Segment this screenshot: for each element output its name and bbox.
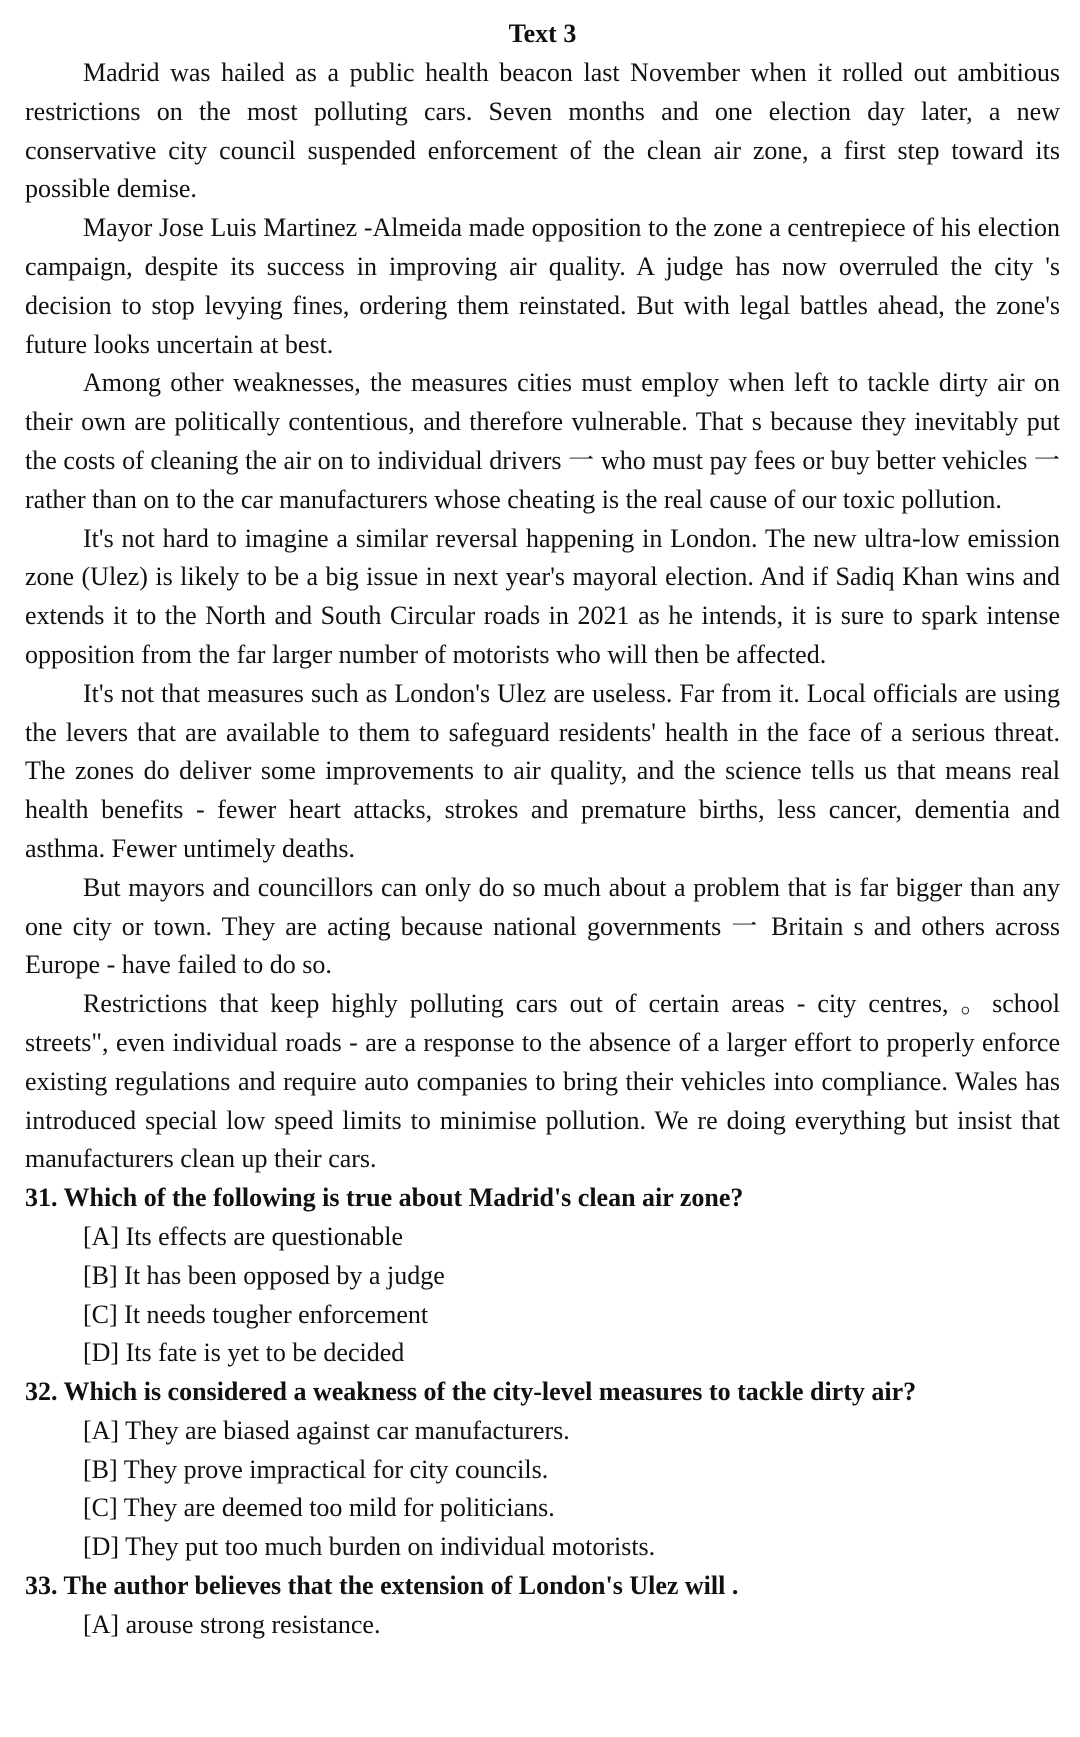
- passage-paragraph: Madrid was hailed as a public health beacon last November when it rolled out ambitious restrictions on the most polluting cars. Seven months and one election day later, a new conservative city council suspended enforcement of the clean air zone, a first step toward its possible demise.: [25, 58, 1060, 204]
- question-33: [25, 1567, 1060, 1645]
- passage-title: Text 3: [508, 19, 577, 48]
- answer-option: [C] They are deemed too mild for politicians.: [83, 1493, 555, 1523]
- answer-option: [B] It has been opposed by a judge: [83, 1260, 445, 1290]
- passage-paragraph: Restrictions that keep highly polluting cars out of certain areas - city centres, 。school streets", even individual roads - are a response to the absence of a larger effort to properly enforce existing regulations and require auto companies to bring their vehicles into compliance. Wales has introduced special low speed limits to minimise pollution. We re doing everything but insist that manufacturers clean up their cars.: [25, 989, 1060, 1174]
- passage-paragraph: But mayors and councillors can only do so much about a problem that is far bigger than any one city or town. They are acting because national governments 一 Britain s and others across Europe - have failed to do so.: [25, 872, 1060, 980]
- question-stem: 31. Which of the following is true about Madrid's clean air zone?: [25, 1183, 744, 1213]
- answer-option: [D] They put too much burden on individual motorists.: [83, 1532, 656, 1562]
- answer-option: [A] They are biased against car manufacturers.: [83, 1415, 570, 1445]
- passage-paragraph: It's not that measures such as London's Ulez are useless. Far from it. Local officials are using the levers that are available to them to safeguard residents' health in the face of a serious threat. The zones do deliver some improvements to air quality, and the science tells us that means real health benefits - fewer heart attacks, strokes and premature births, less cancer, dementia and asthma. Fewer untimely deaths.: [25, 678, 1060, 863]
- passage-paragraph: Mayor Jose Luis Martinez -Almeida made opposition to the zone a centrepiece of his election campaign, despite its success in improving air quality. A judge has now overruled the city 's decision to stop levying fines, ordering them reinstated. But with legal battles ahead, the zone's future looks uncertain at best.: [25, 213, 1060, 359]
- question-31: [25, 1179, 1060, 1373]
- question-stem: 32. Which is considered a weakness of the city-level measures to tackle dirty air?: [25, 1377, 917, 1407]
- question-32: [25, 1373, 1060, 1567]
- answer-option: [A] arouse strong resistance.: [83, 1609, 381, 1639]
- passage-paragraph: It's not hard to imagine a similar reversal happening in London. The new ultra-low emission zone (Ulez) is likely to be a big issue in next year's mayoral election. And if Sadiq Khan wins and extends it to the North and South Circular roads in 2021 as he intends, it is sure to spark intense opposition from the far larger number of motorists who will then be affected.: [25, 523, 1060, 669]
- passage-paragraph: Among other weaknesses, the measures cities must employ when left to tackle dirty air on their own are politically contentious, and therefore vulnerable. That s because they inevitably put the costs of cleaning the air on to individual drivers 一 who must pay fees or buy better vehicles 一 rather than on to the car manufacturers whose cheating is the real cause of our toxic pollution.: [25, 368, 1060, 514]
- answer-option: [D] Its fate is yet to be decided: [83, 1338, 405, 1368]
- answer-option: [B] They prove impractical for city councils.: [83, 1454, 549, 1484]
- answer-option: [C] It needs tougher enforcement: [83, 1299, 429, 1329]
- question-stem: 33. The author believes that the extension of London's Ulez will .: [25, 1571, 739, 1601]
- answer-option: [A] Its effects are questionable: [83, 1221, 404, 1251]
